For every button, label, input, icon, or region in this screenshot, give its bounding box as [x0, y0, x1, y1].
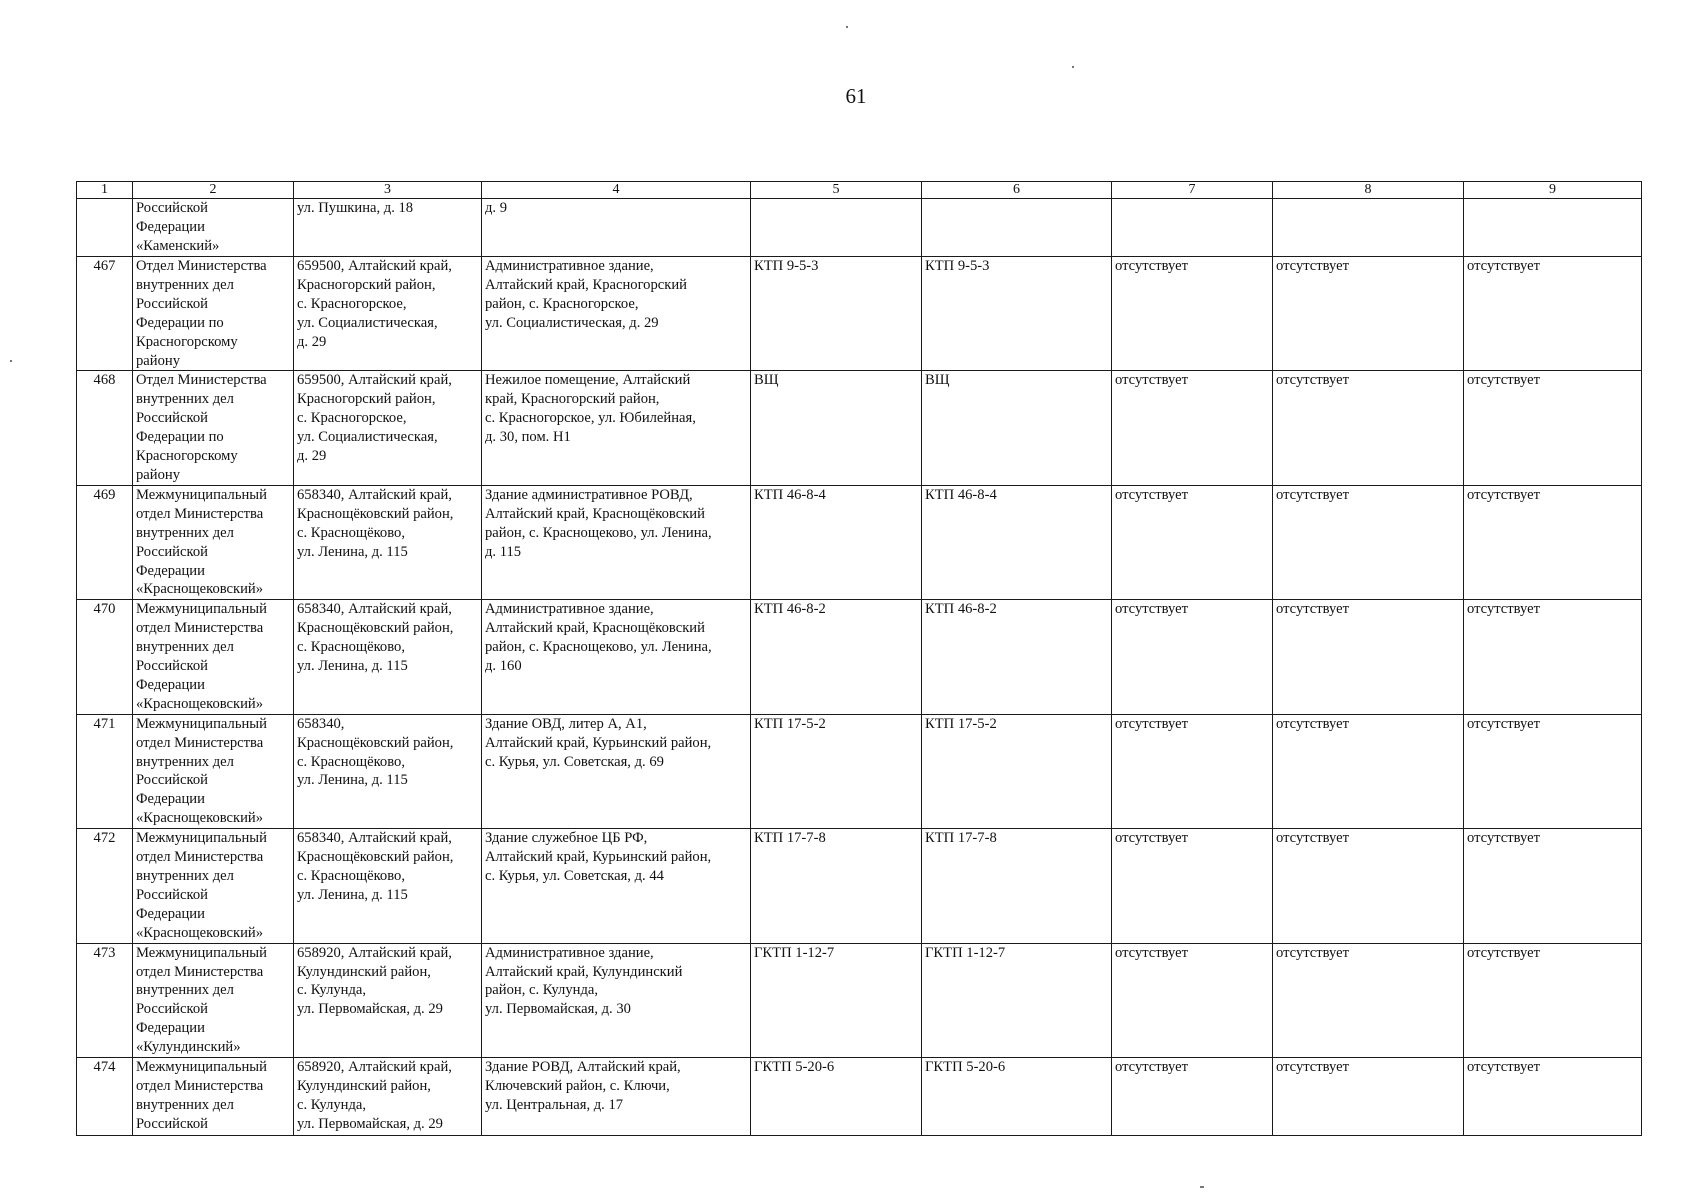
department-address-cell	[294, 257, 482, 371]
column-number: 6	[922, 182, 1112, 199]
table-row	[77, 1058, 1642, 1136]
department-address-cell	[294, 371, 482, 485]
department-address: 658920, Алтайский край, Кулундинский район, с. Кулунда, ул. Первомайская, д. 29	[297, 1059, 452, 1132]
col8-value: отсутствует	[1276, 830, 1350, 847]
column-number: 4	[482, 182, 751, 199]
col9-value: отсутствует	[1467, 486, 1541, 503]
column-number-header-row	[77, 182, 1642, 199]
building-address: Здание РОВД, Алтайский край, Ключевский район, с. Ключи, ул. Центральная, д. 17	[485, 1059, 681, 1113]
col8-value-cell	[1273, 371, 1464, 485]
col7-value: отсутствует	[1115, 486, 1189, 503]
department-address: ул. Пушкина, д. 18	[297, 200, 414, 216]
col9-value-cell	[1464, 600, 1642, 714]
substation-col5-cell	[751, 199, 922, 257]
substation-col6: ВЩ	[925, 372, 950, 389]
substation-col6: ГКТП 5-20-6	[925, 1059, 1006, 1076]
building-address-cell	[482, 257, 751, 371]
row-number: 473	[93, 944, 116, 961]
row-number-cell	[77, 943, 133, 1057]
department-address-cell	[294, 1058, 482, 1136]
row-number-cell	[77, 600, 133, 714]
col7-value-cell	[1112, 485, 1273, 599]
col8-value: отсутствует	[1276, 486, 1350, 503]
col9-value-cell	[1464, 1058, 1642, 1136]
building-address: Административное здание, Алтайский край, Краснощёковский район, с. Краснощеково, ул. Ленина, д. 160	[485, 601, 712, 675]
col9-value: отсутствует	[1467, 258, 1541, 274]
building-address: Здание служебное ЦБ РФ, Алтайский край, Курьинский район, с. Курья, ул. Советская, д. 44	[485, 830, 712, 884]
column-number: 2	[133, 182, 294, 199]
row-number-cell	[77, 199, 133, 257]
substation-col6-cell	[922, 714, 1112, 828]
building-address: Административное здание, Алтайский край, Кулундинский район, с. Кулунда, ул. Первомайская, д. 30	[485, 944, 683, 1018]
department-address-cell	[294, 600, 482, 714]
department-address: 659500, Алтайский край, Красногорский район, с. Красногорское, ул. Социалистическая, д. 29	[297, 372, 452, 465]
substation-col6: КТП 46-8-2	[925, 601, 997, 618]
substation-col6: КТП 17-5-2	[925, 715, 997, 732]
column-number: 5	[751, 182, 922, 199]
scan-speck	[1072, 66, 1074, 68]
col9-value-cell	[1464, 714, 1642, 828]
building-address-cell	[482, 485, 751, 599]
substation-col6: КТП 17-7-8	[925, 830, 997, 847]
substation-col5-cell	[751, 943, 922, 1057]
department-name-cell	[133, 600, 294, 714]
substation-col5-cell	[751, 714, 922, 828]
col9-value-cell	[1464, 829, 1642, 943]
table-row	[77, 199, 1642, 257]
table-row	[77, 829, 1642, 943]
building-address-cell	[482, 199, 751, 257]
col9-value-cell	[1464, 257, 1642, 371]
col8-value-cell	[1273, 1058, 1464, 1136]
building-address-cell	[482, 829, 751, 943]
department-address-cell	[294, 829, 482, 943]
substation-col5: ГКТП 1-12-7	[754, 944, 835, 961]
department-name: Межмуниципальный отдел Министерства внутренних дел Российской Федерации «Краснощековский»	[136, 830, 267, 941]
substation-col5-cell	[751, 1058, 922, 1136]
col8-value-cell	[1273, 829, 1464, 943]
building-address: Здание административное РОВД, Алтайский край, Краснощёковский район, с. Краснощеково, ул. Ленина, д. 115	[485, 486, 712, 560]
col7-value: отсутствует	[1115, 601, 1189, 618]
department-address: 658340, Алтайский край, Краснощёковский район, с. Краснощёково, ул. Ленина, д. 115	[297, 601, 454, 675]
department-name: Отдел Министерства внутренних дел Российской Федерации по Красногорскому району	[136, 258, 267, 369]
col9-value: отсутствует	[1467, 372, 1541, 389]
substation-col5-cell	[751, 600, 922, 714]
row-number: 471	[93, 715, 116, 732]
row-number: 474	[93, 1059, 116, 1076]
col7-value-cell	[1112, 714, 1273, 828]
substation-col5-cell	[751, 257, 922, 371]
substation-col6-cell	[922, 600, 1112, 714]
row-number-cell	[77, 829, 133, 943]
building-address: д. 9	[485, 200, 508, 216]
row-number-cell	[77, 1058, 133, 1136]
col8-value-cell	[1273, 485, 1464, 599]
col9-value: отсутствует	[1467, 944, 1541, 961]
col7-value-cell	[1112, 829, 1273, 943]
col7-value: отсутствует	[1115, 830, 1189, 847]
col8-value-cell	[1273, 943, 1464, 1057]
substation-col6: КТП 9-5-3	[925, 258, 990, 274]
department-name: Отдел Министерства внутренних дел Российской Федерации по Красногорскому району	[136, 372, 267, 483]
substation-col5: КТП 17-7-8	[754, 830, 826, 847]
page-number: 61	[845, 84, 867, 108]
col7-value-cell	[1112, 943, 1273, 1057]
col9-value-cell	[1464, 199, 1642, 257]
row-number: 467	[93, 258, 116, 274]
col7-value-cell	[1112, 257, 1273, 371]
scan-speck	[846, 26, 848, 28]
col9-value-cell	[1464, 371, 1642, 485]
building-address: Нежилое помещение, Алтайский край, Красногорский район, с. Красногорское, ул. Юбилейная, д. 30, пом. Н1	[485, 372, 696, 446]
table-row	[77, 600, 1642, 714]
department-name-cell	[133, 485, 294, 599]
col9-value-cell	[1464, 943, 1642, 1057]
building-address: Здание ОВД, литер А, А1, Алтайский край, Курьинский район, с. Курья, ул. Советская, д. 69	[485, 715, 712, 770]
table-row	[77, 714, 1642, 828]
col8-value: отсутствует	[1276, 1059, 1350, 1076]
data-table	[76, 181, 1642, 1136]
department-name-cell	[133, 943, 294, 1057]
table-row	[77, 943, 1642, 1057]
substation-col5: ГКТП 5-20-6	[754, 1059, 835, 1076]
department-address: 658340, Алтайский край, Краснощёковский район, с. Краснощёково, ул. Ленина, д. 115	[297, 486, 454, 560]
substation-col5: КТП 17-5-2	[754, 715, 826, 732]
col7-value-cell	[1112, 1058, 1273, 1136]
column-number: 8	[1273, 182, 1464, 199]
department-name: Российской Федерации «Каменский»	[136, 200, 220, 254]
substation-col5: ВЩ	[754, 372, 779, 389]
substation-col6: ГКТП 1-12-7	[925, 944, 1006, 961]
department-name-cell	[133, 199, 294, 257]
department-name: Межмуниципальный отдел Министерства внутренних дел Российской Федерации «Краснощековский»	[136, 715, 267, 827]
substation-col6-cell	[922, 829, 1112, 943]
row-number-cell	[77, 714, 133, 828]
department-name: Межмуниципальный отдел Министерства внутренних дел Российской	[136, 1059, 267, 1132]
building-address-cell	[482, 371, 751, 485]
column-number: 7	[1112, 182, 1273, 199]
department-address-cell	[294, 943, 482, 1057]
table-row	[77, 257, 1642, 371]
scan-speck	[1200, 1186, 1204, 1188]
substation-col6-cell	[922, 257, 1112, 371]
row-number: 468	[93, 372, 116, 389]
substation-col6-cell	[922, 1058, 1112, 1136]
substation-col6: КТП 46-8-4	[925, 486, 997, 503]
col8-value: отсутствует	[1276, 372, 1350, 389]
column-number: 1	[77, 182, 133, 199]
col9-value: отсутствует	[1467, 830, 1541, 847]
substation-col5-cell	[751, 371, 922, 485]
department-name: Межмуниципальный отдел Министерства внутренних дел Российской Федерации «Кулундинский»	[136, 944, 267, 1056]
department-address: 658340, Алтайский край, Краснощёковский район, с. Краснощёково, ул. Ленина, д. 115	[297, 830, 454, 903]
building-address: Административное здание, Алтайский край, Красногорский район, с. Красногорское, ул. Социалистическая, д. 29	[485, 258, 687, 331]
substation-col6-cell	[922, 199, 1112, 257]
scan-speck	[10, 360, 12, 362]
row-number: 472	[93, 830, 116, 847]
row-number: 469	[93, 486, 116, 503]
department-name-cell	[133, 1058, 294, 1136]
department-name-cell	[133, 829, 294, 943]
department-address-cell	[294, 485, 482, 599]
col7-value: отсутствует	[1115, 372, 1189, 389]
col7-value-cell	[1112, 600, 1273, 714]
substation-col6-cell	[922, 485, 1112, 599]
substation-col5-cell	[751, 829, 922, 943]
col7-value-cell	[1112, 371, 1273, 485]
col9-value-cell	[1464, 485, 1642, 599]
building-address-cell	[482, 1058, 751, 1136]
col7-value: отсутствует	[1115, 258, 1189, 274]
col7-value: отсутствует	[1115, 715, 1189, 732]
col8-value-cell	[1273, 257, 1464, 371]
table-row	[77, 485, 1642, 599]
department-name-cell	[133, 257, 294, 371]
col9-value: отсутствует	[1467, 1059, 1541, 1076]
row-number-cell	[77, 371, 133, 485]
col8-value: отсутствует	[1276, 601, 1350, 618]
department-address-cell	[294, 714, 482, 828]
col8-value-cell	[1273, 600, 1464, 714]
department-name-cell	[133, 714, 294, 828]
substation-col5-cell	[751, 485, 922, 599]
col7-value: отсутствует	[1115, 1059, 1189, 1076]
row-number: 470	[93, 601, 116, 618]
row-number-cell	[77, 257, 133, 371]
substation-col5: КТП 46-8-4	[754, 486, 826, 503]
col7-value-cell	[1112, 199, 1273, 257]
col9-value: отсутствует	[1467, 715, 1541, 732]
department-address: 659500, Алтайский край, Красногорский район, с. Красногорское, ул. Социалистическая, д. 29	[297, 258, 452, 350]
row-number-cell	[77, 485, 133, 599]
col8-value: отсутствует	[1276, 258, 1350, 274]
col8-value-cell	[1273, 714, 1464, 828]
department-name: Межмуниципальный отдел Министерства внутренних дел Российской Федерации «Краснощековский»	[136, 601, 267, 712]
col8-value: отсутствует	[1276, 715, 1350, 732]
substation-col5: КТП 9-5-3	[754, 258, 819, 274]
table-row	[77, 371, 1642, 485]
department-address-cell	[294, 199, 482, 257]
substation-col5: КТП 46-8-2	[754, 601, 826, 618]
substation-col6-cell	[922, 371, 1112, 485]
department-name-cell	[133, 371, 294, 485]
col9-value: отсутствует	[1467, 601, 1541, 618]
column-number: 3	[294, 182, 482, 199]
department-name: Межмуниципальный отдел Министерства внутренних дел Российской Федерации «Краснощековский»	[136, 486, 267, 598]
building-address-cell	[482, 714, 751, 828]
col8-value-cell	[1273, 199, 1464, 257]
substation-col6-cell	[922, 943, 1112, 1057]
building-address-cell	[482, 943, 751, 1057]
column-number: 9	[1464, 182, 1642, 199]
col7-value: отсутствует	[1115, 944, 1189, 961]
department-address: 658340, Краснощёковский район, с. Краснощёково, ул. Ленина, д. 115	[297, 715, 454, 789]
col8-value: отсутствует	[1276, 944, 1350, 961]
department-address: 658920, Алтайский край, Кулундинский район, с. Кулунда, ул. Первомайская, д. 29	[297, 944, 452, 1018]
building-address-cell	[482, 600, 751, 714]
